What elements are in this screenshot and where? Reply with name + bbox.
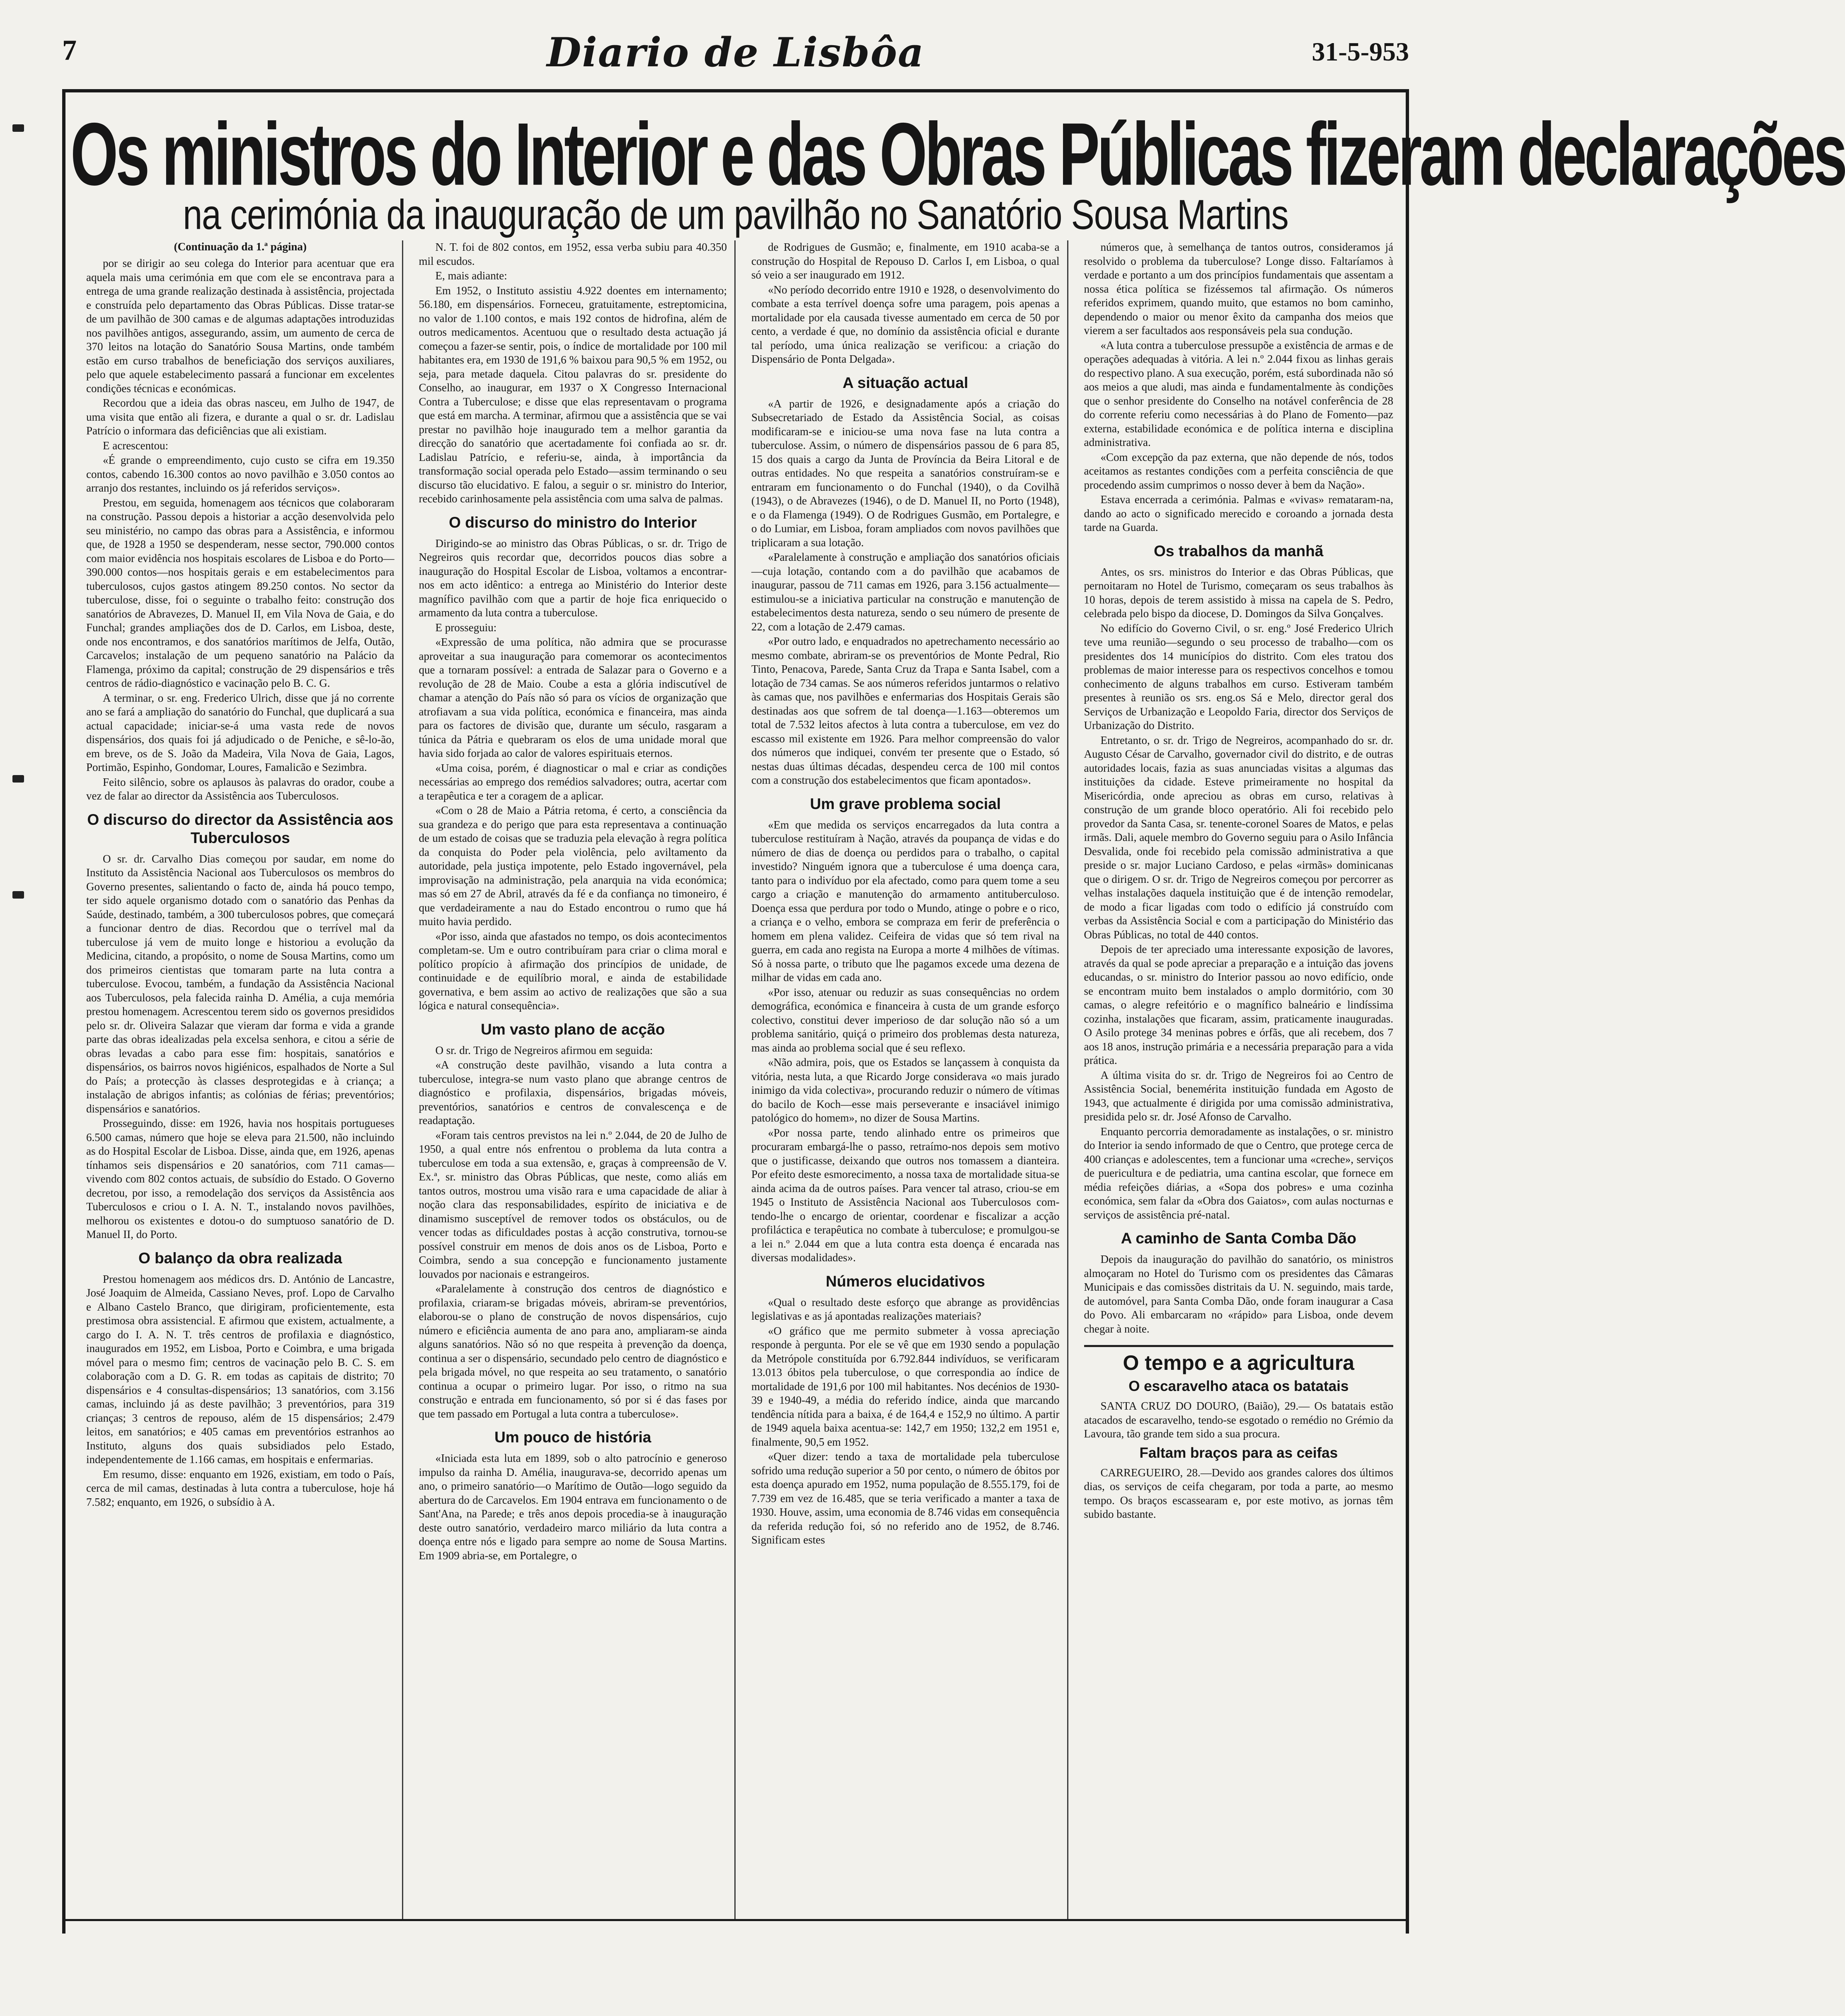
paragraph: Antes, os srs. ministros do Interior e das Obras Públicas, que pernoitaram no Hotel de Turismo, começaram os seus trabalhos às 10 horas, depois de terem assistido à missa na capela de S. Pedro, celebrada pelo bispo da diocese, D. Domingos da Silva Gonçalves.: [1084, 565, 1393, 620]
paragraph: Entretanto, o sr. dr. Trigo de Negreiros, acompanhado do sr. dr. Augusto César de Carvalho, governador civil do distrito, e de outras autoridades locais, fazia as suas anunciadas visitas a algumas das instituições da cidade. Esteve primeiramente no hospital da Misericórdia, onde apreciou as obras em curso, relativas à construção de um grande bloco operatório. Ali foi recebido pelo provedor da Santa Casa, sr. tenente-coronel Soares de Matos, e pelas irmãs. Dali, aquele membro do Governo seguiu para o Asilo Infância Desvalida, onde foi recebido pela comissão administrativa a que preside o sr. major Luciano Cardoso, e pelas «irmãs» dominicanas que o dirigem. O sr. dr. Trigo de Negreiros começou por percorrer as velhas instalações daquela instituição que é de intenção remodelar, de modo a ficar ligadas com todo o edifício já construído com verbas da Assistência Social e com a participação do Ministério das Obras Públicas, no total de 440 contos.: [1084, 734, 1393, 941]
paragraph: Depois da inauguração do pavilhão do sanatório, os ministros almoçaram no Hotel do Turismo com os presidentes das Câmaras Municipais e das comissões distritais da U. N. seguindo, mais tarde, de automóvel, para Santa Comba Dão, onde foram inaugurar a Casa do Povo. Ali embarcaram no «rápido» para Lisboa, onde devem chegar à noite.: [1084, 1253, 1393, 1335]
paragraph: Depois de ter apreciado uma interessante exposição de lavores, através da qual se pode apreciar a preparação e a intuição das jovens educandas, o sr. ministro do Interior passou ao novo edifício, onde se encontram muito bem instalados o amplo dormitório, com 30 camas, o alegre refeitório e o magnífico balneário e lindíssima cozinha, instalações que ficaram, assim, praticamente inauguradas. O Asilo protege 34 meninas pobres e órfãs, que ali recebem, dos 7 aos 18 anos, instrução primária e a necessária preparação para a vida prática.: [1084, 943, 1393, 1066]
page-number: 7: [62, 34, 77, 66]
column-3: [744, 240, 1068, 1919]
paragraph: «A luta contra a tuberculose pressupõe a existência de armas e de operações adequadas à vitória. A lei n.º 2.044 fixou as linhas gerais do respectivo plano. A sua execução, porém, está subordinada não só aos meios a que aludi, mas ainda e fundamentalmente às condições que o senhor presidente do Conselho na notável conferência de 28 do corrente referiu como necessárias à do Plano de Fomento—paz externa, estabilidade económica e de política interna e disciplina administrativa.: [1084, 339, 1393, 448]
paragraph: por se dirigir ao seu colega do Interior para acentuar que era aquela mais uma cerimónia em que com ele se encontrava para a entrega de uma grande realização destinada à assistência, projectada e construída pelo departamento das Obras Públicas. Disse tratar-se de um pavilhão de 300 camas e de algumas adaptações introduzidas nos pavilhões antigos, assegurando, assim, um aumento de cerca de 370 leitos na lotação do Sanatório Sousa Martins, onde também estão em curso trabalhos de beneficiação dos serviços auxiliares, pelo que aquele estabelecimento passará a funcionar em excelentes condições técnicas e económicas.: [86, 257, 395, 395]
bottom-rule: [62, 1919, 1409, 1921]
section-heading-plano: Um vasto plano de acção: [481, 1020, 665, 1038]
paragraph: «É grande o empreendimento, cujo custo se cifra em 19.350 contos, cabendo 16.300 contos ao novo pavilhão e 3.050 contos ao arranjo dos restantes, incluindo os já referidos serviços».: [86, 454, 395, 494]
paragraph: Dirigindo-se ao ministro das Obras Públicas, o sr. dr. Trigo de Negreiros quis recordar que, decorridos poucos dias sobre a inauguração do Hospital Escolar de Lisboa, voltamos a encontrar-nos em acto idêntico: a entrega ao Ministério do Interior deste magnífico pavilhão com que a partir de hoje fica enriquecido o armamento da luta contra a tuberculose.: [419, 537, 727, 619]
column-1: [79, 240, 403, 1919]
paragraph: «No período decorrido entre 1910 e 1928, o desenvolvimento do combate a esta terrível doença sofre uma paragem, pois apenas a mortalidade por ela causada tivesse aumentado em cerca de 50 por cento, a verdade é que, no domínio da assistência oficial e durante tal período, uma única realização se verificou: a criação do Dispensário de Ponta Delgada».: [751, 283, 1060, 365]
binding-mark: [12, 775, 24, 783]
paragraph: E, mais adiante:: [435, 269, 507, 282]
paragraph: «Por nossa parte, tendo alinhado entre os primeiros que procuraram embargá-lhe o passo, retraímo-nos depois sem motivo que o justificasse, deixando que outros nos tomassem a dianteira. Por efeito deste esmorecimento, a nossa taxa de mortalidade situa-se ainda acima da de outros países. Para vencer tal atraso, criou-se em 1945 o Instituto de Assistência Nacional aos Tuberculosos com-tendo-lhe o encargo de orientar, coordenar e fiscalizar a acção profiláctica e terapêutica no combate à tuberculose; e promulgou-se a lei n.º 2.044 em que a luta contra esta doença é encarada nas diversas modalidades».: [751, 1126, 1060, 1264]
paragraph: «Por isso, atenuar ou reduzir as suas consequências no ordem demográfica, económica e financeira à custa de um grande esforço colectivo, constitui dever imperioso de dar solução não só a um problema sanitário, quiçá o primeiro dos problemas desta natureza, mas ainda ao problema social que é seu reflexo.: [751, 986, 1060, 1054]
paragraph: Feito silêncio, sobre os aplausos às palavras do orador, coube a vez de falar ao director da Assistência aos Tuberculosos.: [86, 775, 395, 802]
paragraph: Prosseguindo, disse: em 1926, havia nos hospitais portugueses 6.500 camas, número que hoje se eleva para 21.500, não incluindo as do Hospital Escolar de Lisboa. Disse, ainda que, em 1926, apenas tínhamos seis dispensários e 20 sanatórios, com 711 camas—vivendo com 802 contos actuais, de subsídio do Estado. O Governo decretou, por isso, a remodelação dos serviços da Assistência aos Tuberculosos e criou o I. A. N. T., instalando novos pavilhões, melhorou os existentes e dotou-o do sumptuoso sanatório de D. Manuel II, do Porto.: [86, 1117, 395, 1241]
newspaper-title: Diario de Lisbôa: [547, 29, 925, 76]
section-heading-director: O discurso do director da Assistência aos Tuberculosos: [87, 811, 394, 846]
paragraph: O sr. dr. Trigo de Negreiros afirmou em seguida:: [435, 1044, 653, 1056]
paragraph: No edifício do Governo Civil, o sr. eng.º José Frederico Ulrich teve uma reunião—segundo o seu processo de trabalho—com os presidentes dos 14 municípios do distrito. Com eles tratou dos problemas de maior interesse para os respectivos concelhos e tomou conhecimento de alguns trabalhos em curso. Estiveram também presentes à reunião os srs. eng.os Sá e Melo, director geral dos Serviços de Urbanização e Leopoldo Faria, director dos Serviços de Urbanização do Distrito.: [1084, 622, 1393, 732]
paragraph: N. T. foi de 802 contos, em 1952, essa verba subiu para 40.350 mil escudos.: [419, 241, 727, 267]
paragraph: A última visita do sr. dr. Trigo de Negreiros foi ao Centro de Assistência Social, benemérita instituição fundada em Agosto de 1943, que actualmente é dirigida por uma comissão administrativa, presidida pelo sr. dr. José Afonso de Carvalho.: [1084, 1069, 1393, 1123]
headline: Os ministros do Interior e das Obras Públicas fizeram declarações: [70, 104, 1845, 204]
paragraph: «Por isso, ainda que afastados no tempo, os dois acontecimentos completam-se. Um e outro contribuíram para criar o clima moral e político propício à afirmação dos princípios de unidade, de continuidade e de equilíbrio moral, e ainda de estabilidade governativa, e bem assim ao activo de realizações que são a sua lógica e natural consequência».: [419, 930, 727, 1012]
paragraph: «Em que medida os serviços encarregados da luta contra a tuberculose restituíram à Nação, através da poupança de vidas e do número de dias de doença ou perdidos para o trabalho, o capital investido? Ninguém ignora que a tuberculose é uma doença cara, tanto para o indivíduo por ela afectado, como para quem tome a seu cargo a criação e manutenção do armamento antituberculoso. Doença essa que perdura por todo o Mundo, atinge o pobre e o rico, a criança e o velho, embora se compraza em ferir de preferência o homem em plena validez. Ceifeira de vidas que só tem rival na guerra, em cada ano regista na Europa a morte 4 milhões de vítimas. Só à nossa parte, o tributo que lhe pagamos excede uma dezena de milhar de vidas em cada ano.: [751, 818, 1060, 984]
paragraph: «Com excepção da paz externa, que não depende de nós, todos aceitamos as restantes condições com a perfeita consciência de que procedendo assim cumprimos o nosso dever à bem da Nação».: [1084, 451, 1393, 491]
paragraph: «Iniciada esta luta em 1899, sob o alto patrocínio e generoso impulso da rainha D. Amélia, inaugurava-se, decorrido apenas um ano, o primeiro sanatório—o Marítimo de Outão—logo seguido da abertura do de Carcavelos. Em 1904 entrava em funcionamento o de Sant'Ana, na Parede; e três anos depois procedia-se à inauguração deste outro sanatório, verdadeiro marco miliário da luta contra a doença entre nós e ligado para sempre ao nome de Sousa Martins. Em 1909 abria-se, em Portalegre, o: [419, 1452, 727, 1562]
section-heading-interior: O discurso do ministro do Interior: [449, 514, 697, 531]
paragraph: «Foram tais centros previstos na lei n.º 2.044, de 20 de Julho de 1950, a qual entre nós enfrentou o problema da luta contra a tuberculose em toda a sua extensão, e, graças à compreensão de V. Ex.ª, sr. ministro das Obras Públicas, que neste, como aliás em tantos outros, mostrou uma visão rara e uma capacidade de aliar à noção clara das responsabilidades, espírito de iniciativa e de dinamismo susceptível de remover todos os obstáculos, ou de vencer todas as dificuldades postas à acção construtiva, tornou-se possível construir em menos de dois anos os de Lisboa, Porto e Coimbra, sendo a sua concepção e funcionamento justamente louvados por nacionais e estrangeiros.: [419, 1129, 727, 1280]
paragraph: «Por outro lado, e enquadrados no apetrechamento necessário ao mesmo combate, abriram-se os preventórios de Monte Pedral, Rio Tinto, Penacova, Parede, Santa Cruz da Trapa e Santa Isabel, com a lotação de 734 camas. Se aos números referidos juntarmos o relativo às camas que, nos pavilhões e enfermarias dos Hospitais Gerais são destinadas aos que sofrem de tal doença—1.163—obteremos um total de 7.532 leitos afectos à luta contra a tuberculose, em vez do escasso mil existente em 1926. Para melhor compreensão do valor dos números que indiquei, convém ter presente que o Estado, só nestas duas últimas décadas, despendeu cerca de 100 mil contos com a construção dos estabelecimentos que ficam apontados».: [751, 635, 1060, 786]
paragraph: E prosseguiu:: [435, 621, 497, 634]
binding-mark: [12, 124, 24, 132]
paragraph: Recordou que a ideia das obras nasceu, em Julho de 1947, de uma visita que então ali fizera, e durante a qual o sr. dr. Ladislau Patrício o informara das deficiências que ali existiam.: [86, 397, 395, 437]
article-columns: [79, 240, 1401, 1919]
paragraph: «Não admira, pois, que os Estados se lançassem à conquista da vitória, nesta luta, a que Ricardo Jorge considerava «o mais jurado inimigo da vida colectiva», procurando reduzir o número de vítimas do bacilo de Koch—esse mais perseverante e insaciável inimigo patológico do homem», no dizer de Sousa Martins.: [751, 1056, 1060, 1124]
binding-mark: [12, 891, 24, 899]
masthead: [62, 29, 1409, 79]
section-heading-situacao: A situação actual: [843, 374, 969, 391]
section-heading-balanco: O balanço da obra realizada: [138, 1249, 342, 1267]
paragraph: «Paralelamente à construção e ampliação dos sanatórios oficiais—cuja lotação, contando com a do pavilhão que acabamos de inaugurar, passou de 711 camas em 1926, para 3.156 actualmente—estimulou-se a iniciativa particular na construção e manutenção de estabelecimentos desta natureza, sendo o seu número de presente de 22, com a lotação de 2.479 camas.: [751, 551, 1060, 633]
section-heading-problema: Um grave problema social: [810, 795, 1001, 812]
paragraph: «Expressão de uma política, não admira que se procurasse aproveitar a sua inauguração para comemorar os acontecimentos que a tornaram possível: a entrada de Salazar para o Governo e a revolução de 28 de Maio. Coube a esta a glória indiscutível de chamar a atenção do País não só para os vícios de organização que atrofiavam a sua vida política, económica e financeira, mas ainda para os factores de divisão que, durante um século, rasgaram a túnica da Pátria e quebraram os elos de uma unidade moral que havia sido forjada ao calor de valores espirituais eternos.: [419, 636, 727, 759]
paragraph: SANTA CRUZ DO DOURO, (Baião), 29.— Os batatais estão atacados de escaravelho, tendo-se esgotado o remédio no Grémio da Lavoura, tão grande tem sido a sua procura.: [1084, 1400, 1393, 1440]
paragraph: números que, à semelhança de tantos outros, consideramos já resolvido o problema da tuberculose? Longe disso. Faltaríamos à verdade e portanto a um dos princípios fundamentais que assentam a nossa ética política se fizéssemos tal afirmação. Os números referidos exprimem, quando muito, que estamos no bom caminho, dependendo o maior ou menor êxito da campanha dos meios que vierem a ser facultados aos responsáveis pela sua condução.: [1084, 241, 1393, 337]
paragraph: «Quer dizer: tendo a taxa de mortalidade pela tuberculose sofrido uma redução superior a 50 por cento, o número de óbitos por esta doença apurado em 1952, numa população de 8.555.179, foi de 7.739 em vez de 16.485, que se teria verificado a manter a taxa de 1930. Houve, assim, uma economia de 8.746 vidas em consequência da referida redução foi, só no referido ano de 1952, de 8.746. Significam estes: [751, 1450, 1060, 1546]
paragraph: A terminar, o sr. eng. Frederico Ulrich, disse que já no corrente ano se fará a ampliação do sanatório do Funchal, que duplicará a sua actual capacidade; iniciar-se-á uma vasta rede de novos dispensários, dos quais foi já adjudicado o de Peniche, e sê-lo-ão, em breve, os de S. João da Madeira, Vila Nova de Gaia, Lagos, Portimão, Espinho, Gondomar, Loures, Famalicão e Sezimbra.: [86, 691, 395, 773]
paragraph: Estava encerrada a cerimónia. Palmas e «vivas» remataram-na, dando ao acto o significado merecido e coroando a jornada desta tarde na Guarda.: [1084, 493, 1393, 533]
paragraph: O sr. dr. Carvalho Dias começou por saudar, em nome do Instituto da Assistência Nacional aos Tuberculosos os membros do Governo presentes, salientando o facto de, ainda há pouco tempo, ter sido aquele organismo dotado com o sanatório das Penhas da Saúde, destinado, também, a 300 tuberculosos pobres, que começará a funcionar dentro de dias. Recordou que o terrível mal da tuberculose já vem de muito longe e historiou a evolução da Medicina, citando, a propósito, o nome de Sousa Martins, como um dos primeiros cientistas que tomaram parte na luta contra a tuberculose. Evocou, também, a fundação da Assistência Nacional aos Tuberculosos, pela falecida rainha D. Amélia, a cuja memória prestou homenagem. Acrescentou terem sido os governos presididos pelo sr. dr. Oliveira Salazar que vieram dar forma e vida a grande parte das obras idealizadas pela excelsa senhora, e citou a série de obras levadas a cabo para esse fim: hospitais, sanatórios e dispensários, os bairros novos higiénicos, espalhados de Norte a Sul do País; a protecção às classes desprotegidas e à criança; a instalação de abrigos infantis; as colónias de férias; preventórios; dispensários e sanatórios.: [86, 852, 395, 1115]
paragraph: de Rodrigues de Gusmão; e, finalmente, em 1910 acaba-se a construção do Hospital de Repouso D. Carlos I, em Lisboa, o qual só veio a ser inaugurado em 1912.: [751, 241, 1060, 281]
issue-date: 31-5-953: [1312, 37, 1409, 66]
continuation-note: (Continuação da 1.ª página): [174, 240, 307, 253]
escaravelho-heading: O escaravelho ataca os batatais: [1128, 1378, 1349, 1394]
section-heading-historia: Um pouco de história: [494, 1429, 651, 1446]
paragraph: «O gráfico que me permito submeter à vossa apreciação responde à pergunta. Por ele se vê que em 1930 sendo a população da Metrópole constituída por 6.792.844 indivíduos, se verificaram 13.013 óbitos pela tuberculose, o que correspondia ao índice de mortalidade de 191,6 por 100 mil habitantes. Nos decénios de 1930-39 e 1940-49, a média do referido índice, ainda que marcando tendência nítida para a baixa, é de 164,4 e 152,9 no último. A partir de 1949 aquela baixa acentua-se: 142,7 em 1950; 132,2 em 1951 e, finalmente, 90,5 em 1952.: [751, 1324, 1060, 1448]
paragraph: Enquanto percorria demoradamente as instalações, o sr. ministro do Interior ia sendo informado de que o Centro, que protege cerca de 400 crianças e adolescentes, tem a funcionar uma «creche», serviços de puericultura e de pediatria, uma cantina escolar, que fornece em média refeições diárias, a «Sopa dos pobres» e uma cozinha económica, sem falar da «Obra dos Gaiatos», com aulas nocturnas e serviços de assistência pré-natal.: [1084, 1125, 1393, 1221]
section-heading-santa-comba: A caminho de Santa Comba Dão: [1121, 1230, 1356, 1247]
section-heading-numeros: Números elucidativos: [826, 1272, 985, 1290]
paragraph: Prestou, em seguida, homenagem aos técnicos que colaboraram na construção. Passou depois a historiar a acção desenvolvida pelo seu ministério, no campo das obras para a Assistência, e informou que, de 1928 a 1950 se despenderam, nesse sector, 790.000 contos com maior evidência nos hospitais escolares de Lisboa e do Porto—390.000 contos—nos hospitais gerais e em estabelecimentos para tuberculosos, cujos gastos atingem 89.250 contos. No sector da tuberculose, disse, foi o seguinte o trabalho feito: construção dos sanatórios de Abravezes, D. Manuel II, em Vila Nova de Gaia, e do Funchal; grandes ampliações dos de D. Carlos, em Lisboa, deste, onde nos encontramos, e dos sanatórios marítimos de Jelfa, Outão, Carcavelos; instalação de um pequeno sanatório na Palácio da Flamenga, próximo da capital; construção de 29 dispensários e três centros de rádio-diagnóstico e vacinação pelo B. C. G.: [86, 496, 395, 689]
paragraph: «A construção deste pavilhão, visando a luta contra a tuberculose, integra-se num vasto plano que abrange centros de diagnóstico e profilaxia, dispensários, brigadas móveis, preventórios, sanatórios e centros de convalescença e de readaptação.: [419, 1059, 727, 1127]
column-2: [412, 240, 736, 1919]
paragraph: Prestou homenagem aos médicos drs. D. António de Lancastre, José Joaquim de Almeida, Cassiano Neves, prof. Lopo de Carvalho e Albano Castelo Branco, que dirigiram, proficientemente, esta prestimosa obra assistencial. E afirmou que existem, actualmente, a cargo do I. A. N. T. três centros de profilaxia e diagnóstico, inaugurados em 1952, em Lisboa, Porto e Coimbra, e uma brigada móvel para o mesmo fim; centros de vacinação pelo B. C. S. em colaboração com a D. G. R. em todas as capitais de distrito; 70 dispensários e 4 consultas-dispensários; 13 sanatórios, com 3.156 camas, incluindo já as deste pavilhão; 3 preventórios, para 319 crianças; 3 centros de repouso, além de 15 dispensários; 2.479 leitos, em sanatórios; e 405 camas em preventórios estranhos ao Instituto, alguns dos quais subsidiados pelo Estado, independentemente de 1.166 camas, em hospitais e enfermarias.: [86, 1272, 395, 1466]
paragraph: «Uma coisa, porém, é diagnosticar o mal e criar as condições necessárias ao emprego dos remédios salvadores; outra, acertar com a terapêutica e ter a coragem de a aplicar.: [419, 761, 727, 802]
subheadline: na cerimónia da inauguração de um pavilhão no Sanatório Sousa Martins: [183, 191, 1288, 238]
tempo-agricultura-heading: O tempo e a agricultura: [1084, 1345, 1394, 1374]
column-4: [1077, 240, 1401, 1919]
paragraph: «Qual o resultado deste esforço que abrange as providências legislativas e as já apontadas realizações materiais?: [751, 1296, 1060, 1322]
paragraph: Em 1952, o Instituto assistiu 4.922 doentes em internamento; 56.180, em dispensários. Forneceu, gratuitamente, estreptomicina, no valor de 1.100 contos, e mais 192 contos de hidrofina, além de outros medicamentos. Acentuou que o resultado desta actuação já começou a fazer-se sentir, pois, o índice de mortalidade por 100 mil habitantes era, em 1930 de 191,6 % baixou para 90,5 % em 1952, ou seja, para metade daquela. Citou palavras do sr. presidente do Conselho, ao inaugurar, em 1937 o X Congresso Internacional Contra a Tuberculose; e disse que elas representavam o programa que está em marcha. A terminar, afirmou que a assistência que se vai prestar no pavilhão hoje inaugurado tem a melhor garantia da direcção do sanatório que acertadamente foi confiada ao sr. dr. Ladislau Patrício, e referiu-se, ainda, à importância da transformação social operada pelo Estado—assim terminando o seu discurso tão elucidativo. E falou, a seguir o sr. ministro do Interior, recebido carinhosamente pela assistência com uma salva de palmas.: [419, 284, 727, 505]
paragraph: «A partir de 1926, e designadamente após a criação do Subsecretariado de Estado da Assistência Social, as coisas modificaram-se e iniciou-se uma nova fase na luta contra a tuberculose. Assim, o número de dispensários passou de 6 para 85, 15 dos quais a cargo da Junta de Província da Beira Litoral e de outras entidades. No que respeita a sanatórios construíram-se e entraram em funcionamento o do Funchal (1940), o da Covilhã (1943), o de Abravezes (1946), o de D. Manuel II, no Porto (1948), e o da Flamenga (1949). O de Rodrigues Gusmão, em Portalegre, e o do Lumiar, em Lisboa, foram ampliados com novos pavilhões que triplicaram a sua lotação.: [751, 397, 1060, 549]
paragraph: Em resumo, disse: enquanto em 1926, existiam, em todo o País, cerca de mil camas, destinadas à luta contra a tuberculose, hoje há 7.582; enquanto, em 1926, o subsídio à A.: [86, 1468, 395, 1508]
paragraph: «Paralelamente à construção dos centros de diagnóstico e profilaxia, criaram-se brigadas móveis, abriram-se preventórios, elaborou-se o plano de construção de novos dispensários, cujo número e eficiência aumenta de ano para ano, ampliaram-se ainda alguns sanatórios. Não só no que respeita à prevenção da doença, continua a ser o dispensário, secundado pelo centro de diagnóstico e pela brigada móvel, no que respeita ao seu tratamento, o sanatório continua a ocupar o primeiro lugar. Por isso, o ritmo na sua construção e entrada em funcionamento, só por si é das fases por que tem passado em Portugal a luta contra a tuberculose».: [419, 1282, 727, 1420]
section-heading-manha: Os trabalhos da manhã: [1154, 542, 1324, 560]
ceifas-heading: Faltam braços para as ceifas: [1139, 1444, 1338, 1461]
paragraph: E acrescentou:: [103, 439, 169, 452]
paragraph: CARREGUEIRO, 28.—Devido aos grandes calores dos últimos dias, os serviços de ceifa chegaram, por toda a parte, ao mesmo tempo. Os braços escassearam e, por este motivo, as jornas têm subido bastante.: [1084, 1466, 1393, 1520]
paragraph: «Com o 28 de Maio a Pátria retoma, é certo, a consciência da sua grandeza e do perigo que para esta representava a continuação de um estado de coisas que se traduzia pela elevação à regra política da conquista do Poder pela violência, pelo aviltamento da autoridade, pela justiça impotente, pelo Estado ingovernável, pela improvisação na administração, pela anarquia na vida económica; mas só em 27 de Abril, através da fé e da confiança no timoneiro, é que verdadeiramente a nau do Estado encontrou o rumo que há muito havia perdido.: [419, 804, 727, 928]
